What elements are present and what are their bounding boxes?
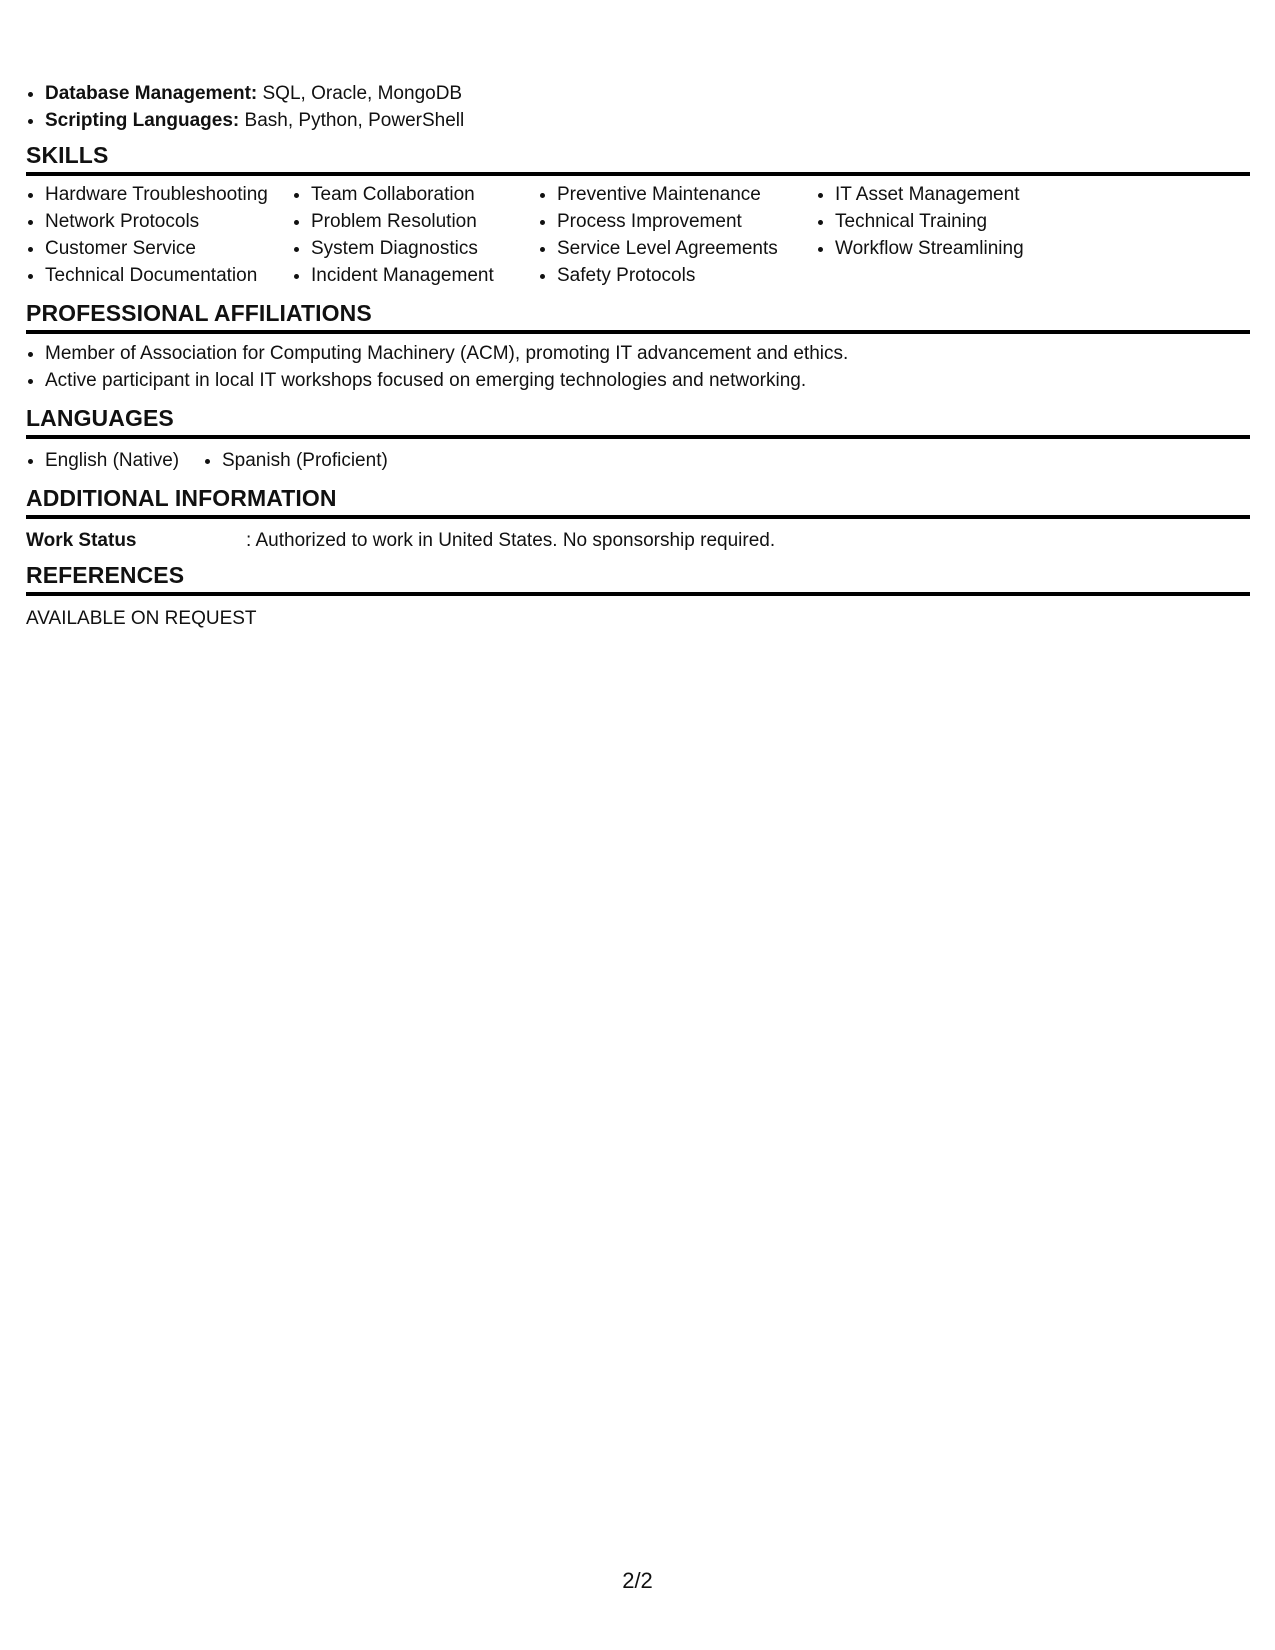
work-status-value: : Authorized to work in United States. No sponsorship required.	[246, 530, 776, 551]
item-value: Bash, Python, PowerShell	[239, 110, 465, 131]
skill-item: • Technical Training	[835, 208, 1085, 235]
item-key: Scripting Languages:	[45, 110, 240, 131]
affiliations-list	[26, 340, 1250, 394]
work-status-label: Work Status	[26, 530, 137, 551]
skill-item: • Safety Protocols	[557, 262, 816, 289]
list-item: • Member of Association for Computing Machinery (ACM), promoting IT advancement and ethics.	[45, 340, 1250, 367]
skills-grid	[26, 181, 1250, 289]
page-number: 2/2	[622, 1568, 653, 1593]
section-heading: LANGUAGES	[26, 404, 1250, 439]
item-value: SQL, Oracle, MongoDB	[257, 83, 463, 104]
skill-item: • Incident Management	[311, 262, 538, 289]
languages-section	[26, 404, 1250, 474]
skill-item: • Hardware Troubleshooting	[45, 181, 292, 208]
section-heading: SKILLS	[26, 141, 1250, 176]
list-item	[45, 80, 1245, 107]
section-heading: REFERENCES	[26, 561, 1250, 596]
skill-item: • Service Level Agreements	[557, 235, 816, 262]
skill-item: • Network Protocols	[45, 208, 292, 235]
section-heading: PROFESSIONAL AFFILIATIONS	[26, 299, 1250, 334]
references-section	[26, 561, 1250, 632]
skill-item: • System Diagnostics	[311, 235, 538, 262]
references-text: AVAILABLE ON REQUEST	[26, 608, 257, 629]
affiliations-section	[26, 299, 1250, 394]
skills-column	[292, 181, 538, 289]
skills-column	[538, 181, 816, 289]
technical-skills-list	[26, 80, 1245, 134]
language-column	[26, 447, 203, 474]
work-status-row	[26, 527, 1250, 554]
languages-row	[26, 447, 1250, 474]
item-key: Database Management:	[45, 83, 258, 104]
skill-item: • Process Improvement	[557, 208, 816, 235]
skills-section	[26, 141, 1250, 289]
skill-item: • Preventive Maintenance	[557, 181, 816, 208]
skill-item: • Technical Documentation	[45, 262, 292, 289]
skill-item: • Team Collaboration	[311, 181, 538, 208]
skills-column	[816, 181, 1085, 289]
skill-item: • Customer Service	[45, 235, 292, 262]
skill-item: • IT Asset Management	[835, 181, 1085, 208]
skills-column	[26, 181, 292, 289]
language-item: • Spanish (Proficient)	[222, 447, 388, 474]
list-item	[45, 107, 1245, 134]
list-item: • Active participant in local IT workshops focused on emerging technologies and networking.	[45, 367, 1250, 394]
language-column	[203, 447, 388, 474]
additional-info-section	[26, 484, 1250, 554]
language-item: • English (Native)	[45, 447, 203, 474]
skill-item: • Workflow Streamlining	[835, 235, 1085, 262]
skill-item: • Problem Resolution	[311, 208, 538, 235]
section-heading: ADDITIONAL INFORMATION	[26, 484, 1250, 519]
